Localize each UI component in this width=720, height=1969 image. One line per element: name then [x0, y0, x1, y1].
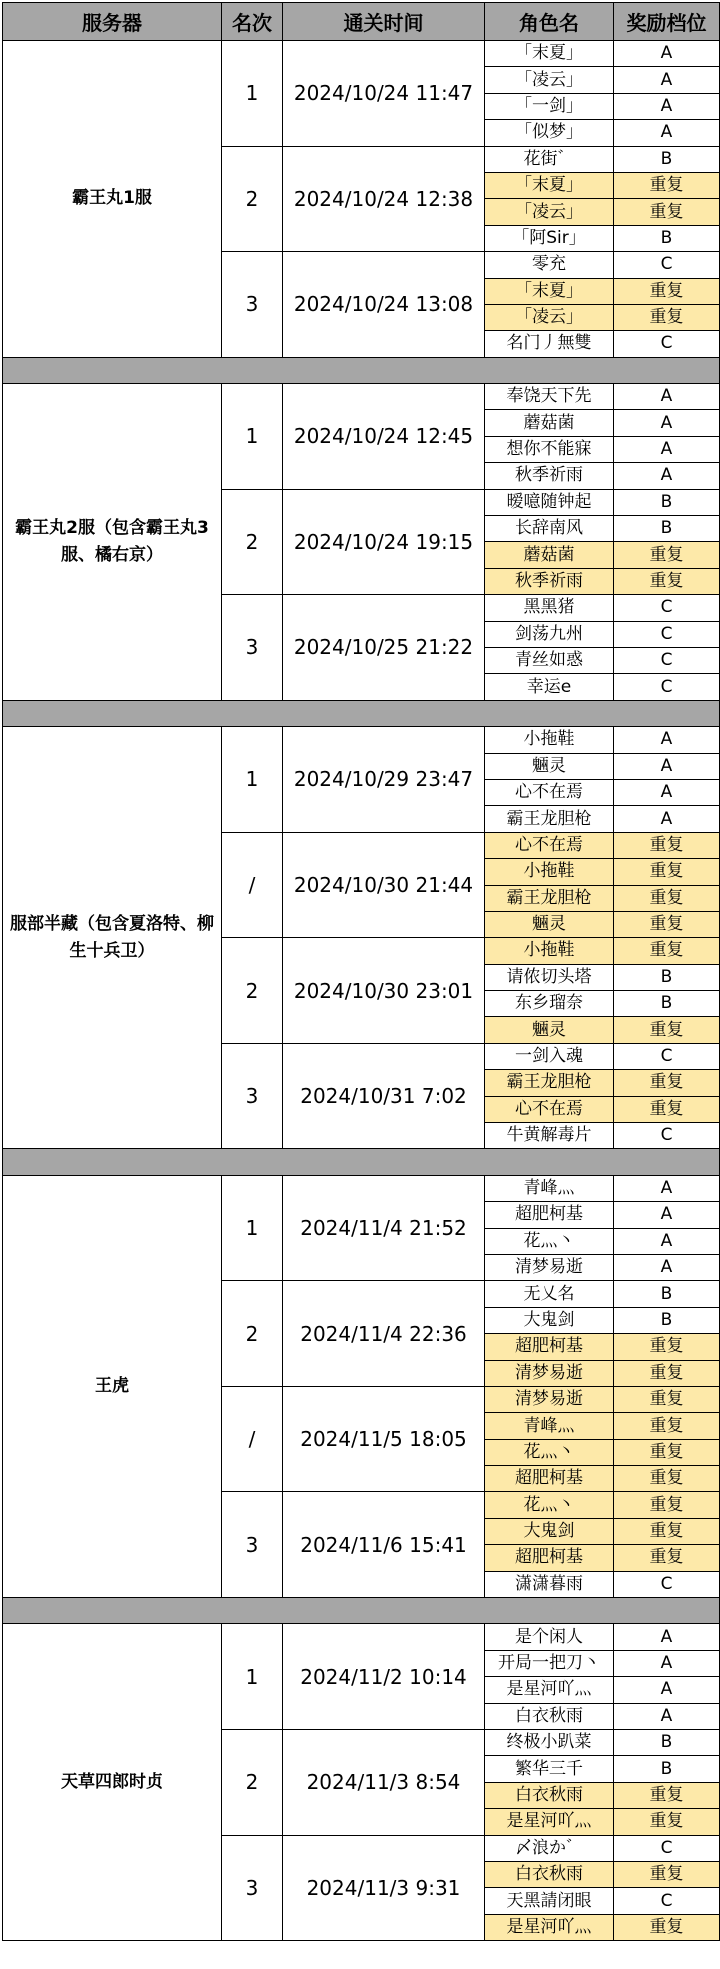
clear-rewards-table	[2, 2, 720, 1941]
reward-tier-cell: A	[614, 727, 720, 753]
role-name-cell: 青丝如惑	[485, 647, 614, 673]
role-name-cell: 东乡瑠奈	[485, 991, 614, 1017]
rank-cell: 2	[222, 1281, 283, 1387]
role-name-cell: 白衣秋雨	[485, 1703, 614, 1729]
role-name-cell: 「末夏」	[485, 41, 614, 67]
role-name-cell: 白衣秋雨	[485, 1782, 614, 1808]
reward-tier-cell: 重复	[614, 172, 720, 198]
role-name-cell: 是星河吖灬	[485, 1914, 614, 1940]
header-time: 通关时间	[283, 3, 485, 41]
clear-time-cell: 2024/10/24 19:15	[283, 489, 485, 595]
clear-time-cell: 2024/11/4 21:52	[283, 1175, 485, 1281]
role-name-cell: 「末夏」	[485, 278, 614, 304]
role-name-cell: 终极小趴菜	[485, 1730, 614, 1756]
reward-tier-cell: C	[614, 595, 720, 621]
clear-time-cell: 2024/10/24 13:08	[283, 252, 485, 358]
reward-tier-cell: 重复	[614, 278, 720, 304]
table-row	[3, 41, 720, 67]
role-name-cell: 幸运e	[485, 674, 614, 700]
rank-cell: 3	[222, 595, 283, 701]
reward-tier-cell: B	[614, 146, 720, 172]
role-name-cell: 潇潇暮雨	[485, 1571, 614, 1597]
role-name-cell: 花街゛	[485, 146, 614, 172]
role-name-cell: 黑黑猪	[485, 595, 614, 621]
reward-tier-cell: B	[614, 1756, 720, 1782]
table-row	[3, 1175, 720, 1201]
rank-cell: 1	[222, 384, 283, 490]
reward-tier-cell: C	[614, 1571, 720, 1597]
server-name-cell: 霸王丸1服	[3, 41, 222, 358]
table-row	[3, 1624, 720, 1650]
role-name-cell: 蘑菇菌	[485, 410, 614, 436]
role-name-cell: 花灬丶	[485, 1492, 614, 1518]
role-name-cell: 「似梦」	[485, 120, 614, 146]
rank-cell: 1	[222, 1175, 283, 1281]
role-name-cell: 开局一把刀丶	[485, 1650, 614, 1676]
server-name-cell: 王虎	[3, 1175, 222, 1597]
reward-tier-cell: A	[614, 1175, 720, 1201]
role-name-cell: 超肥柯基	[485, 1466, 614, 1492]
reward-tier-cell: 重复	[614, 1861, 720, 1887]
role-name-cell: 剑荡九州	[485, 621, 614, 647]
reward-tier-cell: A	[614, 93, 720, 119]
clear-time-cell: 2024/10/24 12:38	[283, 146, 485, 252]
reward-tier-cell: 重复	[614, 885, 720, 911]
table-row	[3, 384, 720, 410]
rank-cell: 3	[222, 1492, 283, 1598]
reward-tier-cell: A	[614, 1202, 720, 1228]
role-name-cell: 大鬼剑	[485, 1518, 614, 1544]
separator-cell	[3, 1149, 720, 1175]
reward-tier-cell: 重复	[614, 568, 720, 594]
reward-tier-cell: 重复	[614, 1386, 720, 1412]
clear-time-cell: 2024/10/30 21:44	[283, 832, 485, 938]
separator-cell	[3, 1598, 720, 1624]
reward-tier-cell: C	[614, 1123, 720, 1149]
role-name-cell: 清梦易逝	[485, 1254, 614, 1280]
reward-tier-cell: A	[614, 384, 720, 410]
reward-tier-cell: A	[614, 806, 720, 832]
reward-tier-cell: A	[614, 1677, 720, 1703]
clear-time-cell: 2024/10/25 21:22	[283, 595, 485, 701]
reward-tier-cell: A	[614, 1650, 720, 1676]
reward-tier-cell: C	[614, 1888, 720, 1914]
clear-time-cell: 2024/11/6 15:41	[283, 1492, 485, 1598]
header-rank: 名次	[222, 3, 283, 41]
role-name-cell: 「阿Sir」	[485, 225, 614, 251]
role-name-cell: 秋季祈雨	[485, 568, 614, 594]
server-name-cell: 天草四郎时贞	[3, 1624, 222, 1941]
reward-tier-cell: C	[614, 331, 720, 357]
reward-tier-cell: C	[614, 252, 720, 278]
role-name-cell: 是个闲人	[485, 1624, 614, 1650]
reward-tier-cell: A	[614, 779, 720, 805]
rank-cell: 1	[222, 727, 283, 833]
role-name-cell: 心不在焉	[485, 1096, 614, 1122]
reward-tier-cell: A	[614, 1703, 720, 1729]
role-name-cell: 「凌云」	[485, 199, 614, 225]
reward-tier-cell: A	[614, 41, 720, 67]
reward-tier-cell: A	[614, 67, 720, 93]
reward-tier-cell: B	[614, 1307, 720, 1333]
role-name-cell: 想你不能寐	[485, 436, 614, 462]
role-name-cell: 牛黄解毒片	[485, 1123, 614, 1149]
reward-tier-cell: A	[614, 753, 720, 779]
reward-tier-cell: A	[614, 1228, 720, 1254]
reward-tier-cell: B	[614, 225, 720, 251]
role-name-cell: 小拖鞋	[485, 859, 614, 885]
header-reward: 奖励档位	[614, 3, 720, 41]
role-name-cell: 秋季祈雨	[485, 463, 614, 489]
role-name-cell: 蘑菇菌	[485, 542, 614, 568]
role-name-cell: 白衣秋雨	[485, 1861, 614, 1887]
reward-tier-cell: A	[614, 1254, 720, 1280]
role-name-cell: 清梦易逝	[485, 1386, 614, 1412]
rank-cell: 3	[222, 252, 283, 358]
reward-tier-cell: 重复	[614, 304, 720, 330]
reward-tier-cell: 重复	[614, 1466, 720, 1492]
reward-tier-cell: 重复	[614, 542, 720, 568]
reward-tier-cell: 重复	[614, 1413, 720, 1439]
reward-tier-cell: 重复	[614, 859, 720, 885]
separator-cell	[3, 357, 720, 383]
separator-cell	[3, 700, 720, 726]
role-name-cell: 花灬丶	[485, 1228, 614, 1254]
role-name-cell: 无乂名	[485, 1281, 614, 1307]
header-role: 角色名	[485, 3, 614, 41]
role-name-cell: 超肥柯基	[485, 1202, 614, 1228]
role-name-cell: 一剑入魂	[485, 1043, 614, 1069]
reward-tier-cell: 重复	[614, 1782, 720, 1808]
role-name-cell: 奉饶天下先	[485, 384, 614, 410]
reward-tier-cell: C	[614, 621, 720, 647]
clear-time-cell: 2024/11/5 18:05	[283, 1386, 485, 1492]
reward-tier-cell: 重复	[614, 1914, 720, 1940]
clear-time-cell: 2024/11/4 22:36	[283, 1281, 485, 1387]
reward-tier-cell: B	[614, 1281, 720, 1307]
role-name-cell: 心不在焉	[485, 779, 614, 805]
reward-tier-cell: C	[614, 1835, 720, 1861]
reward-tier-cell: 重复	[614, 1492, 720, 1518]
reward-tier-cell: B	[614, 489, 720, 515]
reward-tier-cell: C	[614, 1043, 720, 1069]
role-name-cell: 是星河吖灬	[485, 1809, 614, 1835]
reward-tier-cell: A	[614, 436, 720, 462]
role-name-cell: 青峰灬	[485, 1413, 614, 1439]
role-name-cell: 〆浪か゛	[485, 1835, 614, 1861]
reward-tier-cell: 重复	[614, 1070, 720, 1096]
role-name-cell: 「凌云」	[485, 67, 614, 93]
reward-tier-cell: B	[614, 516, 720, 542]
role-name-cell: 超肥柯基	[485, 1334, 614, 1360]
table-body	[3, 41, 720, 1941]
reward-tier-cell: 重复	[614, 1334, 720, 1360]
rank-cell: 1	[222, 41, 283, 147]
reward-tier-cell: C	[614, 674, 720, 700]
reward-tier-cell: B	[614, 964, 720, 990]
rank-cell: 1	[222, 1624, 283, 1730]
rank-cell: 2	[222, 489, 283, 595]
role-name-cell: 请侬切头塔	[485, 964, 614, 990]
table-row	[3, 727, 720, 753]
role-name-cell: 霸王龙胆枪	[485, 1070, 614, 1096]
clear-time-cell: 2024/10/24 12:45	[283, 384, 485, 490]
role-name-cell: 小拖鞋	[485, 938, 614, 964]
server-name-cell: 服部半藏（包含夏洛特、柳生十兵卫）	[3, 727, 222, 1149]
clear-time-cell: 2024/10/31 7:02	[283, 1043, 485, 1149]
role-name-cell: 花灬丶	[485, 1439, 614, 1465]
role-name-cell: 大鬼剑	[485, 1307, 614, 1333]
role-name-cell: 魎灵	[485, 1017, 614, 1043]
reward-tier-cell: B	[614, 1730, 720, 1756]
reward-tier-cell: 重复	[614, 938, 720, 964]
reward-tier-cell: B	[614, 991, 720, 1017]
reward-tier-cell: A	[614, 463, 720, 489]
role-name-cell: 天黑請闭眼	[485, 1888, 614, 1914]
reward-tier-cell: 重复	[614, 1545, 720, 1571]
reward-tier-cell: 重复	[614, 199, 720, 225]
reward-tier-cell: A	[614, 1624, 720, 1650]
rank-cell: 3	[222, 1835, 283, 1941]
role-name-cell: 「末夏」	[485, 172, 614, 198]
rank-cell: 2	[222, 1730, 283, 1836]
role-name-cell: 名门丿無雙	[485, 331, 614, 357]
clear-time-cell: 2024/10/29 23:47	[283, 727, 485, 833]
clear-time-cell: 2024/10/30 23:01	[283, 938, 485, 1044]
clear-time-cell: 2024/11/3 8:54	[283, 1730, 485, 1836]
role-name-cell: 「凌云」	[485, 304, 614, 330]
reward-tier-cell: A	[614, 410, 720, 436]
role-name-cell: 长辞南风	[485, 516, 614, 542]
reward-tier-cell: 重复	[614, 1017, 720, 1043]
header-server: 服务器	[3, 3, 222, 41]
role-name-cell: 零充	[485, 252, 614, 278]
rank-cell: /	[222, 1386, 283, 1492]
role-name-cell: 暧噫随钟起	[485, 489, 614, 515]
reward-tier-cell: 重复	[614, 1809, 720, 1835]
rank-cell: 2	[222, 938, 283, 1044]
role-name-cell: 清梦易逝	[485, 1360, 614, 1386]
reward-tier-cell: C	[614, 647, 720, 673]
reward-tier-cell: A	[614, 120, 720, 146]
server-name-cell: 霸王丸2服（包含霸王丸3服、橘右京）	[3, 384, 222, 701]
role-name-cell: 超肥柯基	[485, 1545, 614, 1571]
role-name-cell: 青峰灬	[485, 1175, 614, 1201]
role-name-cell: 霸王龙胆枪	[485, 806, 614, 832]
role-name-cell: 小拖鞋	[485, 727, 614, 753]
separator-row	[3, 1149, 720, 1175]
separator-row	[3, 1598, 720, 1624]
separator-row	[3, 700, 720, 726]
role-name-cell: 心不在焉	[485, 832, 614, 858]
reward-tier-cell: 重复	[614, 1360, 720, 1386]
role-name-cell: 魎灵	[485, 753, 614, 779]
clear-time-cell: 2024/11/2 10:14	[283, 1624, 485, 1730]
reward-tier-cell: 重复	[614, 1518, 720, 1544]
role-name-cell: 是星河吖灬	[485, 1677, 614, 1703]
role-name-cell: 魎灵	[485, 911, 614, 937]
role-name-cell: 繁华三千	[485, 1756, 614, 1782]
rank-cell: 2	[222, 146, 283, 252]
header-row	[3, 3, 720, 41]
clear-time-cell: 2024/10/24 11:47	[283, 41, 485, 147]
clear-time-cell: 2024/11/3 9:31	[283, 1835, 485, 1941]
rank-cell: 3	[222, 1043, 283, 1149]
role-name-cell: 「一剑」	[485, 93, 614, 119]
reward-tier-cell: 重复	[614, 1096, 720, 1122]
rank-cell: /	[222, 832, 283, 938]
reward-tier-cell: 重复	[614, 832, 720, 858]
separator-row	[3, 357, 720, 383]
reward-tier-cell: 重复	[614, 1439, 720, 1465]
reward-tier-cell: 重复	[614, 911, 720, 937]
role-name-cell: 霸王龙胆枪	[485, 885, 614, 911]
